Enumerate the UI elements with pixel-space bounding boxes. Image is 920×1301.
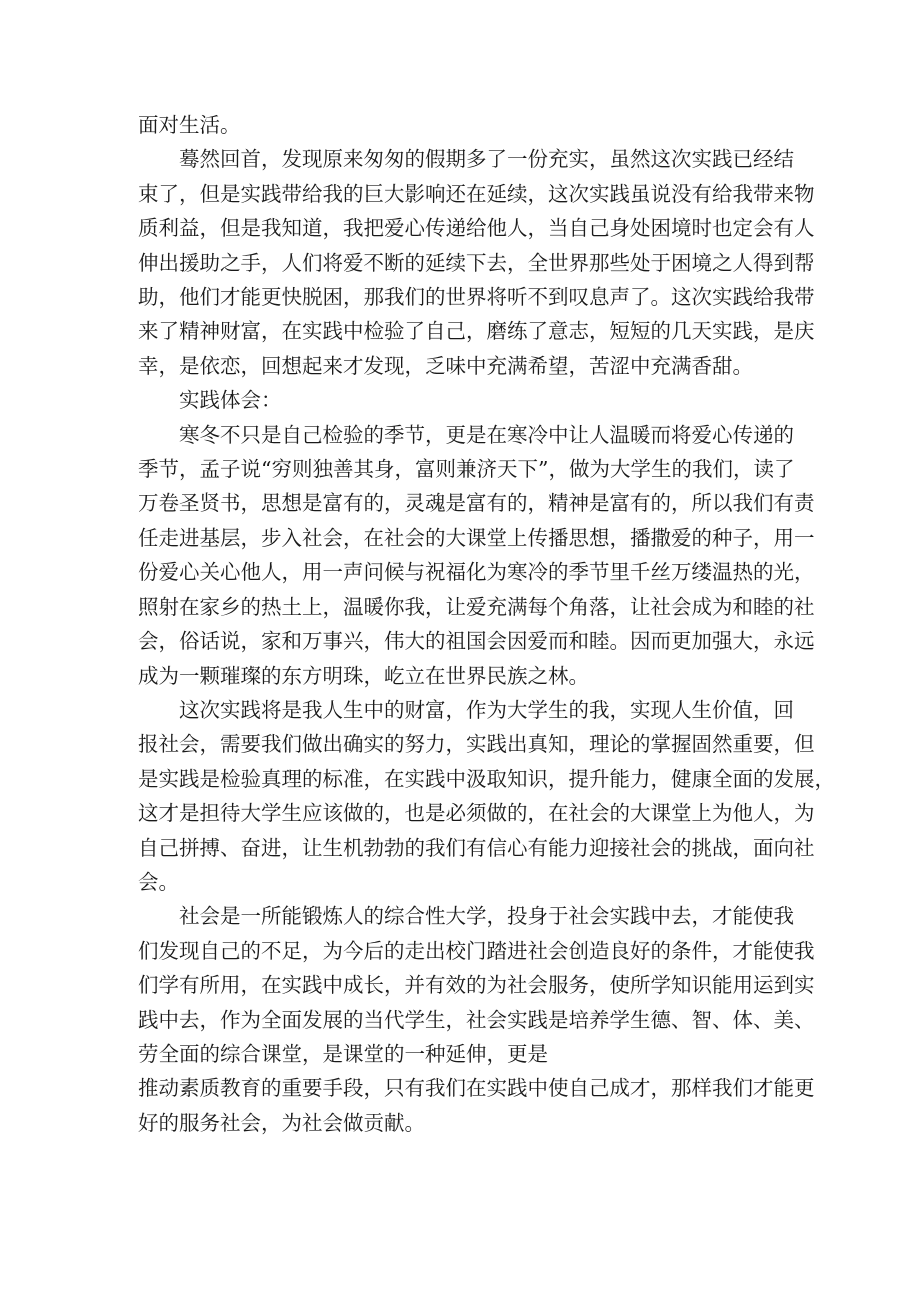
- text-line: 是实践是检验真理的标准，在实践中汲取知识，提升能力，健康全面的发展，: [138, 766, 835, 791]
- text-line: 这才是担待大学生应该做的，也是必须做的，在社会的大课堂上为他人，为: [138, 801, 815, 826]
- text-line: 们学有所用，在实践中成长，并有效的为社会服务，使所学知识能用运到实: [138, 973, 815, 998]
- paragraph: [138, 899, 815, 1071]
- text-line: 面对生活。: [138, 113, 241, 137]
- text-line: 蓦然回首，发现原来匆匆的假期多了一份充实，虽然这次实践已经结: [179, 147, 794, 172]
- text-line: 会。: [138, 869, 179, 894]
- paragraph: [138, 383, 793, 417]
- text-line: 束了，但是实践带给我的巨大影响还在延续，这次实践虽说没有给我带来物: [138, 181, 815, 206]
- text-line: 任走进基层，步入社会，在社会的大课堂上传播思想，播撒爱的种子，用一: [138, 525, 815, 550]
- text-line: 自己拼搏、奋进，让生机勃勃的我们有信心有能力迎接社会的挑战，面向社: [138, 835, 815, 860]
- text-line: 报社会，需要我们做出确实的努力，实践出真知，理论的掌握固然重要，但: [138, 732, 815, 757]
- text-line: 寒冬不只是自己检验的季节，更是在寒冷中让人温暖而将爱心传递的: [179, 422, 794, 447]
- text-line: 践中去，作为全面发展的当代学生，社会实践是培养学生德、智、体、美、: [138, 1007, 815, 1032]
- text-line: 好的服务社会，为社会做贡献。: [138, 1110, 425, 1135]
- text-line: 万卷圣贤书，思想是富有的，灵魂是富有的，精神是富有的，所以我们有责: [138, 491, 815, 516]
- paragraph: [138, 142, 815, 383]
- text-line: 来了精神财富，在实践中检验了自己，磨练了意志，短短的几天实践，是庆: [138, 319, 815, 344]
- text-line: 会，俗话说，家和万事兴，伟大的祖国会因爱而和睦。因而更加强大，永远: [138, 629, 815, 654]
- text-line: 成为一颗璀璨的东方明珠，屹立在世界民族之林。: [138, 663, 589, 688]
- text-line: 照射在家乡的热土上，温暖你我，让爱充满每个角落，让社会成为和睦的社: [138, 594, 815, 619]
- text-line: 推动素质教育的重要手段，只有我们在实践中使自己成才，那样我们才能更: [138, 1076, 815, 1101]
- text-line: 们发现自己的不足，为今后的走出校门踏进社会创造良好的条件，才能使我: [138, 938, 815, 963]
- text-line: 社会是一所能锻炼人的综合性大学，投身于社会实践中去，才能使我: [179, 904, 794, 929]
- paragraph: [138, 1071, 815, 1140]
- text-line: 质利益，但是我知道，我把爱心传递给他人，当自己身处困境时也定会有人: [138, 216, 815, 241]
- paragraph: [138, 693, 835, 899]
- text-line: 实践体会：: [179, 388, 282, 413]
- paragraph: [138, 418, 815, 693]
- text-line: 伸出援助之手，人们将爱不断的延续下去，全世界那些处于困境之人得到帮: [138, 250, 815, 275]
- text-line: 助，他们才能更快脱困，那我们的世界将听不到叹息声了。这次实践给我带: [138, 285, 815, 310]
- text-line: 劳全面的综合课堂，是课堂的一种延伸，更是: [138, 1041, 548, 1066]
- document-page: [138, 108, 835, 1140]
- text-line: 这次实践将是我人生中的财富，作为大学生的我，实现人生价值，回: [179, 697, 794, 722]
- text-line: 幸，是依恋，回想起来才发现，乏味中充满希望，苦涩中充满香甜。: [138, 353, 753, 378]
- text-line: 份爱心关心他人，用一声问候与祝福化为寒冷的季节里千丝万缕温热的光，: [138, 560, 815, 585]
- paragraph: [138, 108, 793, 142]
- text-line: 季节，孟子说“穷则独善其身，富则兼济天下”，做为大学生的我们，读了: [138, 457, 795, 482]
